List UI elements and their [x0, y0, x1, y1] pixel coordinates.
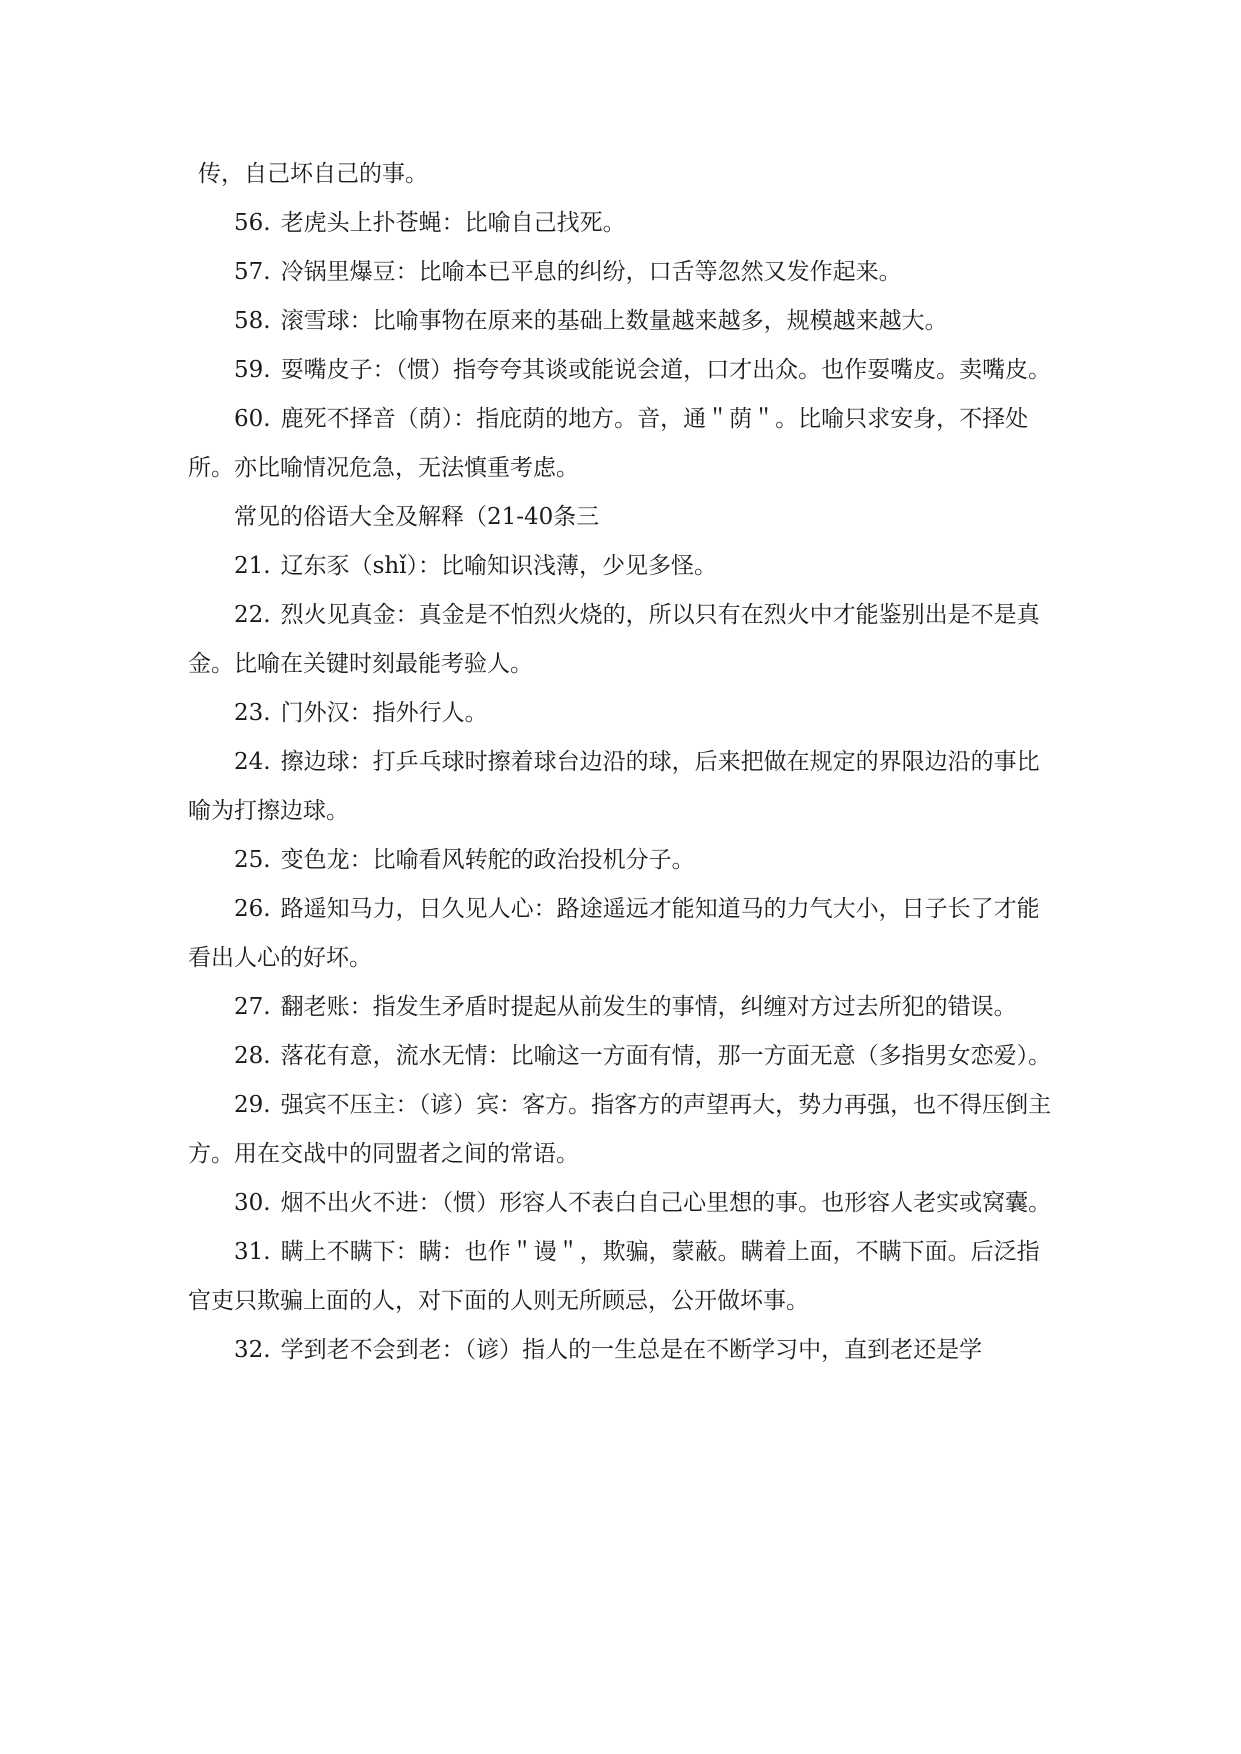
item-text: 门外汉：指外行人。 — [280, 700, 488, 726]
item-text: 擦边球：打乒乓球时擦着球台边沿的球，后来把做在规定的界限边沿的事比喻为打擦边球。 — [188, 749, 1040, 824]
item-number: 59. — [234, 357, 271, 383]
item-text: 学到老不会到老：（谚）指人的一生总是在不断学习中，直到老还是学 — [280, 1337, 983, 1363]
item-text: 鹿死不择音（荫）：指庇荫的地方。音，通＂荫＂。比喻只求安身，不择处所。亦比喻情况危急，无法慎重考虑。 — [188, 406, 1029, 481]
paragraph-26 — [188, 885, 1058, 983]
item-text: 落花有意，流水无情：比喻这一方面有情，那一方面无意（多指男女恋爱）。 — [280, 1043, 1052, 1069]
item-text: 滚雪球：比喻事物在原来的基础上数量越来越多，规模越来越大。 — [280, 308, 948, 334]
paragraph-25 — [188, 836, 1058, 885]
item-text: 冷锅里爆豆：比喻本已平息的纠纷，口舌等忽然又发作起来。 — [280, 259, 902, 285]
item-text: 翻老账：指发生矛盾时提起从前发生的事情，纠缠对方过去所犯的错误。 — [280, 994, 1017, 1020]
item-number: 27. — [234, 994, 271, 1020]
paragraph-59 — [188, 346, 1058, 395]
item-text: 烟不出火不进：（惯）形容人不表白自己心里想的事。也形容人老实或窝囊。 — [280, 1190, 1052, 1216]
paragraph-0 — [188, 150, 1058, 199]
paragraph-24 — [188, 738, 1058, 836]
paragraph-60 — [188, 395, 1058, 493]
paragraph-29 — [188, 1081, 1058, 1179]
paragraph-31 — [188, 1228, 1058, 1326]
document-page — [188, 150, 1058, 1375]
paragraph-56 — [188, 199, 1058, 248]
item-text: 传，自己坏自己的事。 — [198, 161, 428, 187]
item-text: 耍嘴皮子：（惯）指夸夸其谈或能说会道，口才出众。也作耍嘴皮。卖嘴皮。 — [280, 357, 1052, 383]
item-text: 路遥知马力，日久见人心：路途遥远才能知道马的力气大小，日子长了才能看出人心的好坏。 — [188, 896, 1040, 971]
item-text: 烈火见真金：真金是不怕烈火烧的，所以只有在烈火中才能鉴别出是不是真金。比喻在关键时刻最能考验人。 — [188, 602, 1040, 677]
item-number: 21. — [234, 553, 271, 579]
item-number: 25. — [234, 847, 271, 873]
paragraph-21 — [188, 542, 1058, 591]
item-text: 常见的俗语大全及解释（21-40条三 — [234, 504, 600, 530]
item-number: 58. — [234, 308, 271, 334]
item-number: 60. — [234, 406, 271, 432]
paragraph-23 — [188, 689, 1058, 738]
item-number: 22. — [234, 602, 271, 628]
item-text: 老虎头上扑苍蝇：比喻自己找死。 — [280, 210, 626, 236]
item-number: 32. — [234, 1337, 271, 1363]
section-heading — [188, 493, 1058, 542]
paragraph-57 — [188, 248, 1058, 297]
paragraph-30 — [188, 1179, 1058, 1228]
item-number: 23. — [234, 700, 271, 726]
paragraph-22 — [188, 591, 1058, 689]
item-number: 24. — [234, 749, 271, 775]
paragraph-27 — [188, 983, 1058, 1032]
item-number: 28. — [234, 1043, 271, 1069]
item-number: 57. — [234, 259, 271, 285]
paragraph-28 — [188, 1032, 1058, 1081]
item-number: 30. — [234, 1190, 271, 1216]
paragraph-32 — [188, 1326, 1058, 1375]
paragraph-58 — [188, 297, 1058, 346]
item-text: 瞒上不瞒下：瞒：也作＂谩＂，欺骗，蒙蔽。瞒着上面，不瞒下面。后泛指官吏只欺骗上面的人，对下面的人则无所顾忌，公开做坏事。 — [188, 1239, 1040, 1314]
item-text: 变色龙：比喻看风转舵的政治投机分子。 — [280, 847, 695, 873]
item-number: 56. — [234, 210, 271, 236]
item-number: 31. — [234, 1239, 271, 1265]
item-number: 29. — [234, 1092, 271, 1118]
item-number: 26. — [234, 896, 271, 922]
item-text: 强宾不压主：（谚）宾：客方。指客方的声望再大，势力再强，也不得压倒主方。用在交战中的同盟者之间的常语。 — [188, 1092, 1052, 1167]
item-text: 辽东豕（shǐ）：比喻知识浅薄，少见多怪。 — [280, 553, 718, 579]
